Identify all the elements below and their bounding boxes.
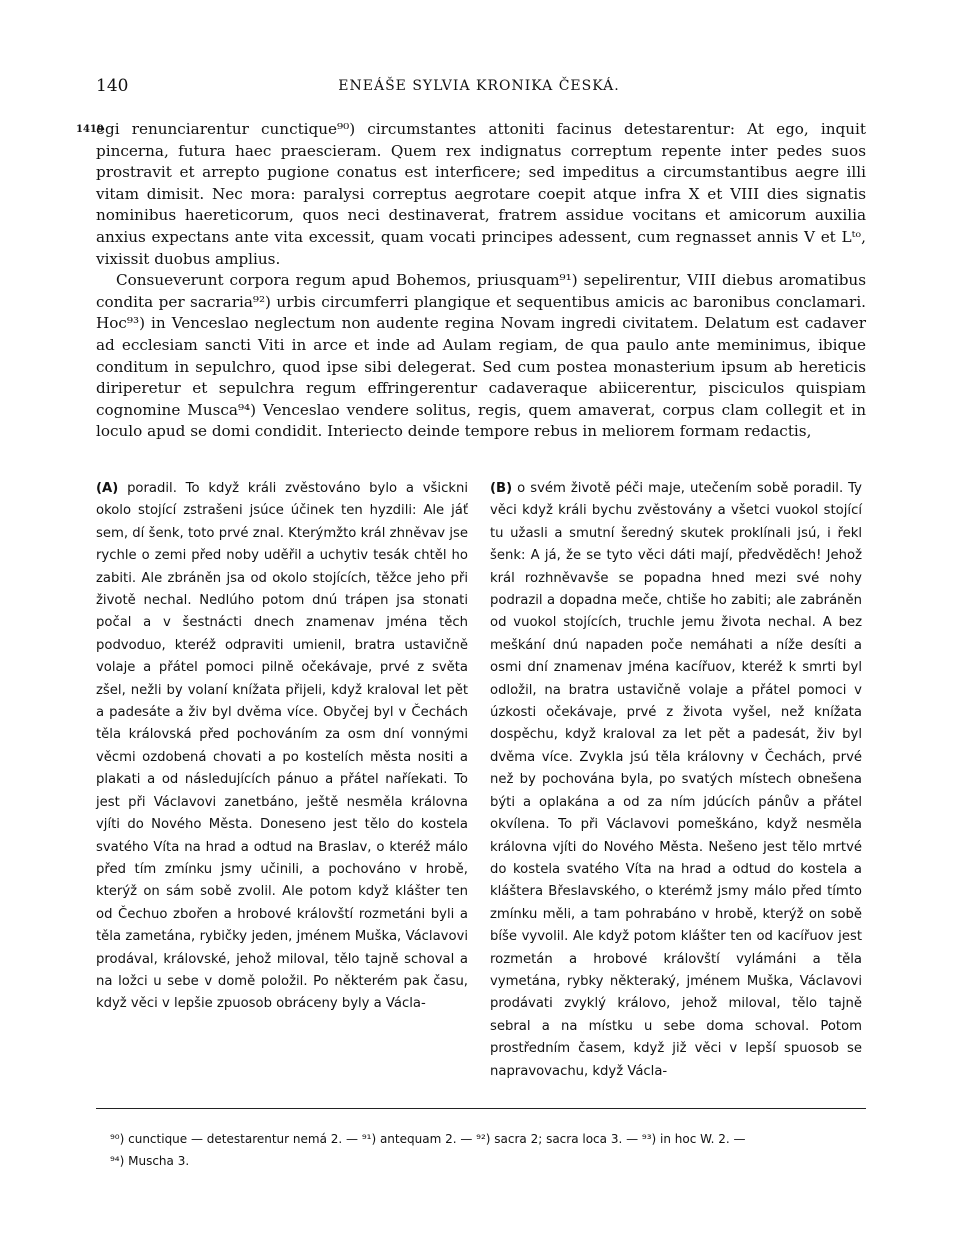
czech-column-b bbox=[490, 478, 862, 1083]
margin-year: 1419 bbox=[76, 124, 104, 135]
column-marker: (A) bbox=[96, 481, 119, 496]
latin-text bbox=[96, 119, 866, 443]
footnote-divider bbox=[96, 1108, 866, 1109]
column-marker: (B) bbox=[490, 481, 513, 496]
page-header bbox=[96, 76, 862, 100]
latin-paragraph: Consueverunt corpora regum apud Bohemos, priusquam⁹¹) sepelirentur, VIII diebus aromatibus condita per sacraria⁹²) urbis circumferri plangique et sequentibus amicis ac baronibus conclamari. Hoc⁹³) in Venceslao neglectum non audente regina Novam ingredi civitatem. Delatum est cadaver ad ecclesiam sancti Viti in arce et inde ad Aulam regiam, de qua paulo ante meminimus, ibique conditum in sepulchro, quod ipse sibi delegerat. Sed cum postea monasterium ipsum ab hereticis diriperetur et sepulchra regum effringerentur cadaveraque abiicerentur, pisciculos quispiam cognomine Musca⁹⁴) Venceslao vendere solitus, regis, quem amaverat, corpus clam collegit et in loculo apud se domi condidit. Interiecto deinde tempore rebus in meliorem formam redactis, bbox=[96, 271, 866, 441]
column-text: o svém životě péči maje, utečením sobě poradil. Ty věci když králi bychu zvěstovány a všetci vuokol stojící tu užasli a smutní šeredný skutek proklínali jsú, i řekl šenk: A já, že se tyto věci dáti mají, předvěděch! Jehož král rozhněvavše se popadna hned mezi své nohy podrazil a dopadna meče, chtiše ho zabiti; ale zabráněn od vuokol stojících, truchle jemu života nechal. A bez meškání dnú napaden poče nemáhati a níže desíti a osmi dní znamenav jména kacířuov, kteréž k smrti byl odložil, na bratra ustavičně volaje a přátel pomoci v úzkosti očekávaje, prvé z života vyšel, než knížata dospěchu, když kraloval za let pět a padesát, živ byl dvěma více. Zvykla jsú těla královny v Čechách, prvé než by pochována byla, po svatých místech obnešena býti a oplakána a od za ním jdúcích pánův a přátel okvílena. To při Václavovi pomeškáno, když nesměla královna vjíti do Nového Města. Nešeno jest tělo mrtvé do kostela svatého Víta na hrad a odtud do kostela a kláštera Břeslavského, o kterémž jsmy málo před tímto zmínku měli, a tam pohrabáno v hrobě, kterýž on sobě bíše vyvolil. Ale když potom klášter ten od kacířuov jest rozmetán a hrobové královští vylámáni a těla vymetána, rybky některaký, jménem Muška, Václavovi prodávati zvyklý královo, jehož miloval, tělo tajně sebral a na místku u sebe doma schoval. Potom prostředním časem, když již věci v lepší spuosob se napravovachu, když Václa- bbox=[490, 481, 862, 1079]
footnotes bbox=[110, 1128, 866, 1172]
footnote-line: ⁹⁰) cunctique — detestarentur nemá 2. — ⁹¹) antequam 2. — ⁹²) sacra 2; sacra loca 3. — ⁹³) in hoc W. 2. — bbox=[110, 1132, 746, 1146]
page-number: 140 bbox=[96, 76, 129, 96]
czech-column-a bbox=[96, 478, 468, 1016]
column-text: poradil. To když králi zvěstováno bylo a všickni okolo stojící zstrašeni jsúce účinek ten hyzdili: Ale jáť sem, dí šenk, toto prvé znal. Kterýmžto král zhněvav jse rychle o zemi před noby uděřil a uchytiv tesák chtěl ho zabiti. Ale zbráněn jsa od okolo stojících, těžce jeho při životě nechal. Nedlúho potom dnú trápen jsa stonati počal a v šestnácti dnech znamenav jména těch podvoduo, kteréž odpraviti umienil, bratra ustavičně volaje a přátel pomoci pilně očekávaje, prvé z světa zšel, nežli by volaní knížata přijeli, když kraloval let pět a padesáte a živ byl dvěma více. Obyčej byl v Čechách těla královská před pochováním za osm dní vonnými věcmi ozdobená chovati a po kostelích města nositi a plakati a od následujících pánuo a přátel naříekati. To jest při Václavovi zanetbáno, ještě nesměla královna vjíti do Nového Města. Doneseno jest tělo do kostela svatého Víta na hrad a odtud na Braslav, o kteréž málo před tím zmínku jsmy učinili, a pochováno v hrobě, kterýž on sám sobě zvolil. Ale potom když klášter ten od Čechuo zbořen a hrobové královští rozmetáni byli a těla zametána, rybičky jeden, jménem Muška, Václavovi prodával, královské, jehož miloval, tělo tajně schoval a na ložci u sebe v domě položil. Po některém pak času, když věci v lepšie zpuosob obráceny byly a Václa- bbox=[96, 481, 468, 1012]
footnote-line: ⁹⁴) Muscha 3. bbox=[110, 1154, 190, 1168]
latin-paragraph: egi renunciarentur cunctique⁹⁰) circumstantes attoniti facinus detestarentur: At ego, inquit pincerna, futura haec praescieram. Quem rex indignatus correptum repente inter pedes suos prostravit et arrepto pugione conatus est interficere; sed impeditus a circumstantibus aegre illi vitam dimisit. Nec mora: paralysi correptus aegrotare coepit atque infra X et VIII dies signatis nominibus haereticorum, quos neci destinaverat, fratrem assidue vocitans et amicorum auxilia anxius expectans ante vita excessit, quam vocati principes adessent, cum regnasset annis V et Lᵗᵒ, vixissit duobus amplius. bbox=[96, 120, 866, 268]
running-title: ENEÁŠE SYLVIA KRONIKA ČESKÁ. bbox=[338, 78, 620, 94]
